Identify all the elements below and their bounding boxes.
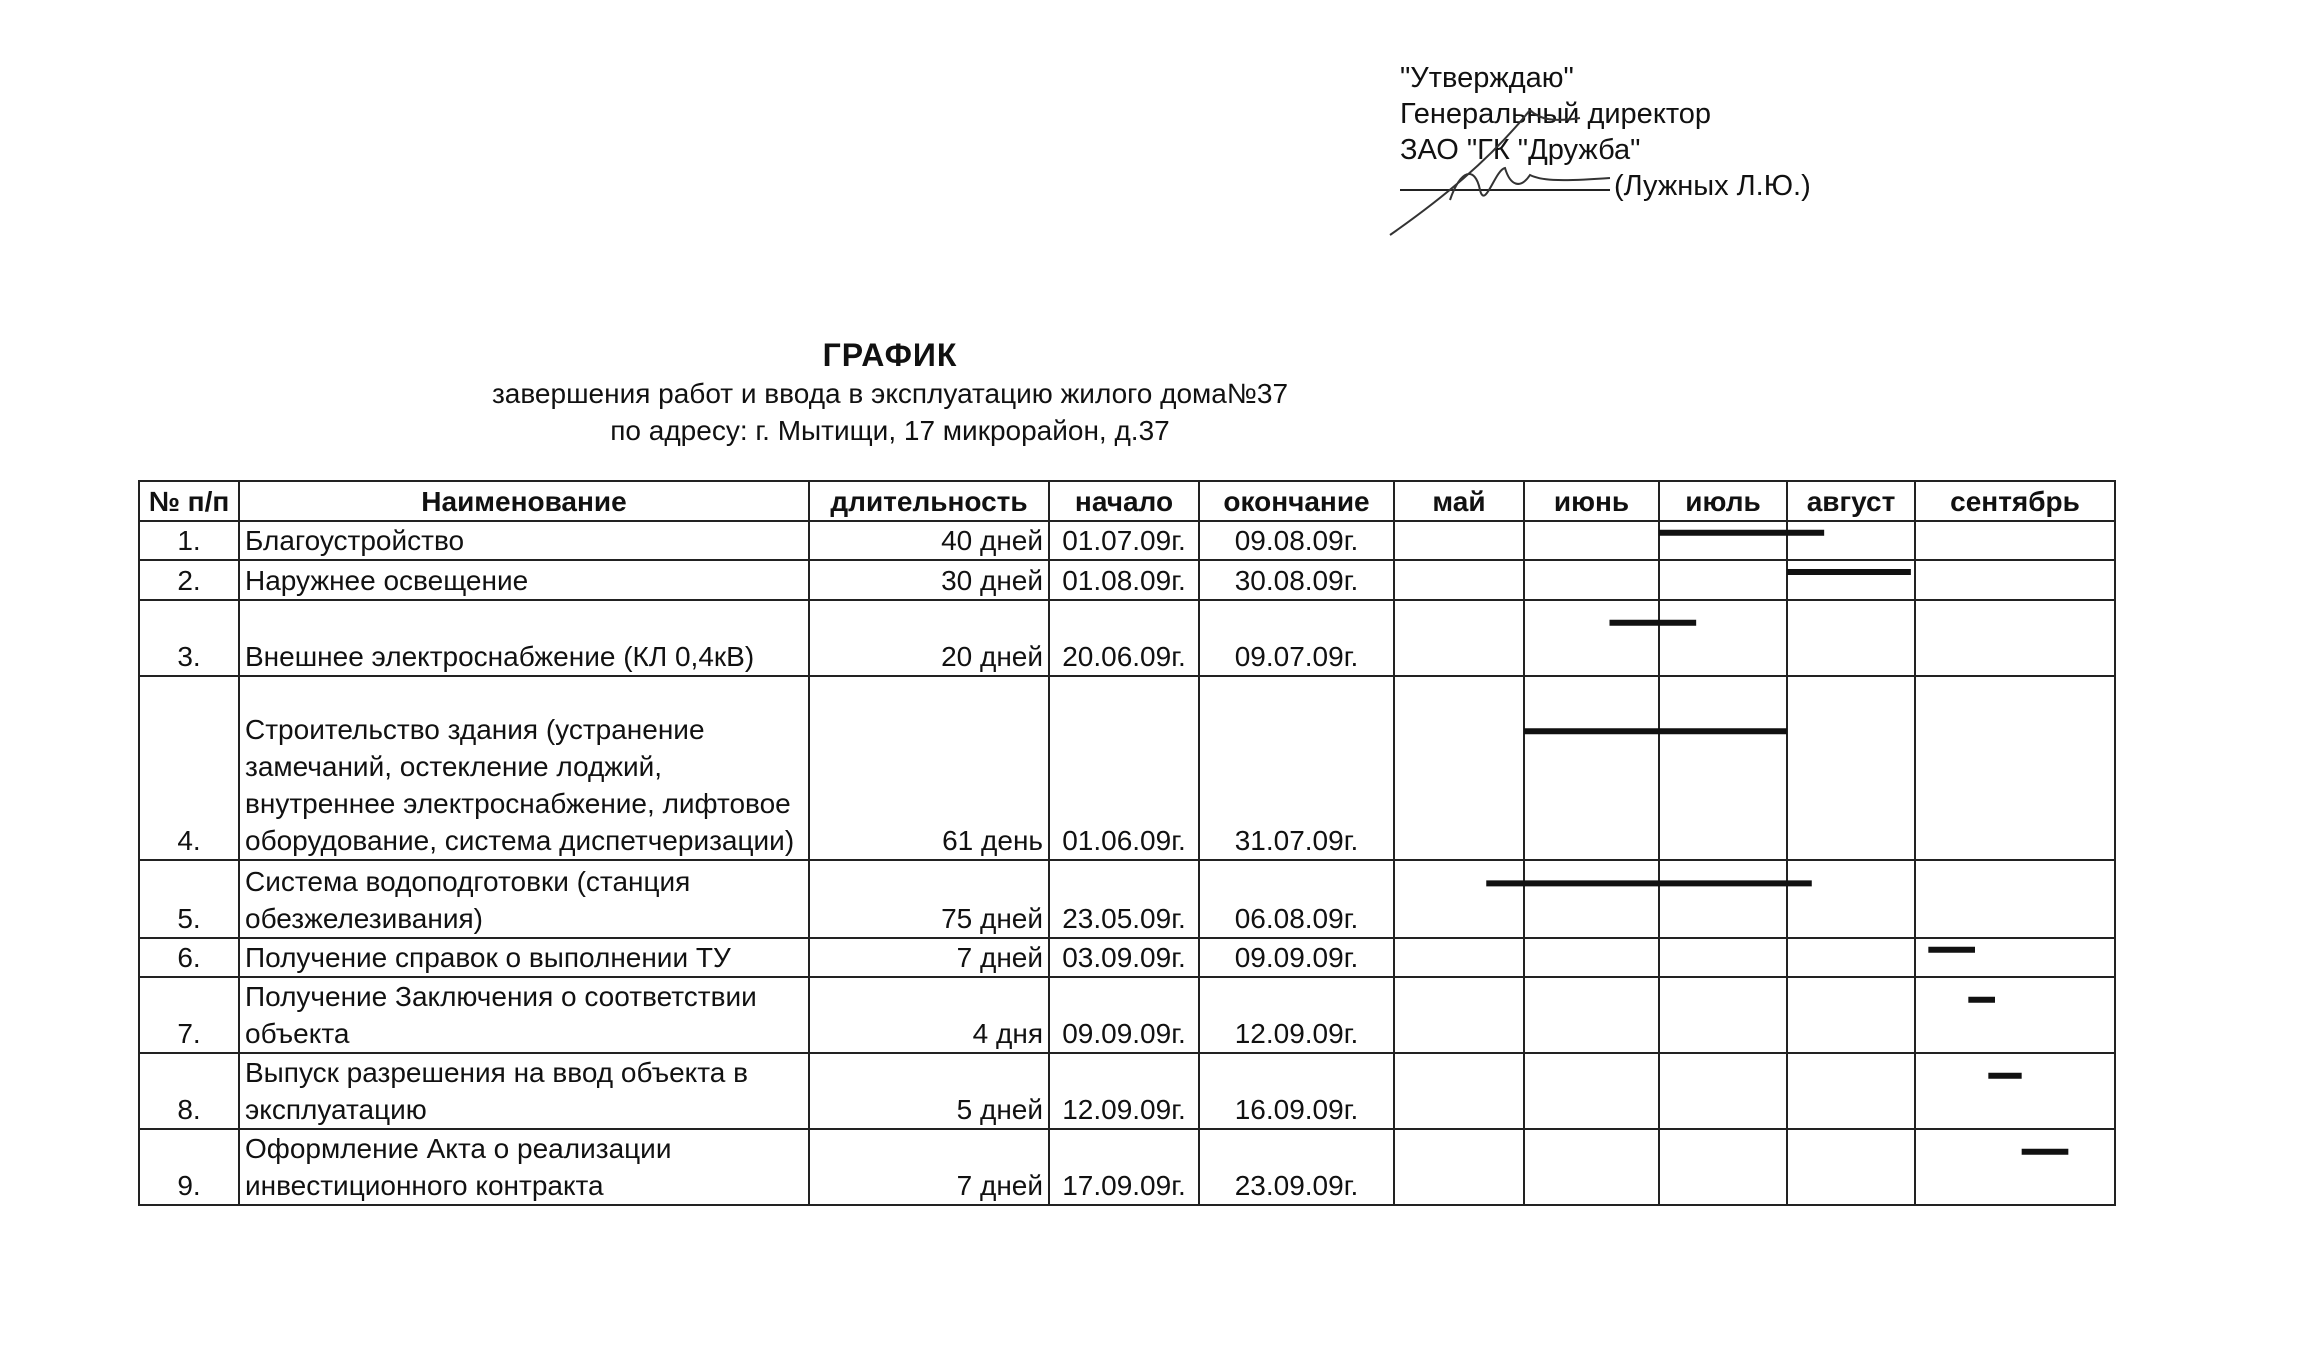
table-row <box>139 977 2115 1053</box>
month-cell <box>1659 860 1787 938</box>
header-start: начало <box>1049 481 1199 521</box>
row-duration: 40 дней <box>809 521 1049 560</box>
month-cell <box>1394 977 1524 1053</box>
month-cell <box>1394 938 1524 977</box>
row-end: 23.09.09г. <box>1199 1129 1394 1205</box>
document-subtitle: завершения работ и ввода в эксплуатацию жилого дома№37 <box>491 378 1289 409</box>
handwritten-signature <box>1380 50 1640 250</box>
row-end: 12.09.09г. <box>1199 977 1394 1053</box>
table-row <box>139 600 2115 676</box>
month-cell <box>1394 676 1524 860</box>
header-month-may: май <box>1394 481 1524 521</box>
row-num: 2. <box>139 560 239 600</box>
month-cell <box>1524 600 1659 676</box>
row-name: Получение Заключения о соответствии объекта <box>239 977 809 1053</box>
month-cell <box>1915 977 2115 1053</box>
month-cell <box>1524 676 1659 860</box>
row-duration: 5 дней <box>809 1053 1049 1129</box>
table-row <box>139 938 2115 977</box>
header-month-august: август <box>1787 481 1915 521</box>
row-num: 7. <box>139 977 239 1053</box>
table-row <box>139 676 2115 860</box>
row-num: 9. <box>139 1129 239 1205</box>
row-start: 12.09.09г. <box>1049 1053 1199 1129</box>
table-row <box>139 521 2115 560</box>
header-name: Наименование <box>239 481 809 521</box>
row-name: Система водоподготовки (станция обезжелезивания) <box>239 860 809 938</box>
row-end: 30.08.09г. <box>1199 560 1394 600</box>
row-duration: 30 дней <box>809 560 1049 600</box>
month-cell <box>1787 1053 1915 1129</box>
row-start: 20.06.09г. <box>1049 600 1199 676</box>
approval-heading: "Утверждаю" <box>1400 62 1574 94</box>
schedule-table <box>138 480 2116 1206</box>
row-end: 09.09.09г. <box>1199 938 1394 977</box>
document-title: ГРАФИК <box>822 337 958 373</box>
row-start: 01.07.09г. <box>1049 521 1199 560</box>
row-end: 31.07.09г. <box>1199 676 1394 860</box>
month-cell <box>1394 860 1524 938</box>
row-duration: 61 день <box>809 676 1049 860</box>
month-cell <box>1787 521 1915 560</box>
row-start: 17.09.09г. <box>1049 1129 1199 1205</box>
row-start: 23.05.09г. <box>1049 860 1199 938</box>
row-start: 09.09.09г. <box>1049 977 1199 1053</box>
header-month-september: сентябрь <box>1915 481 2115 521</box>
row-duration: 7 дней <box>809 938 1049 977</box>
row-num: 8. <box>139 1053 239 1129</box>
row-name: Выпуск разрешения на ввод объекта в эксплуатацию <box>239 1053 809 1129</box>
table-row <box>139 860 2115 938</box>
month-cell <box>1915 560 2115 600</box>
row-start: 03.09.09г. <box>1049 938 1199 977</box>
month-cell <box>1787 1129 1915 1205</box>
row-name: Получение справок о выполнении ТУ <box>239 938 809 977</box>
row-name: Внешнее электроснабжение (КЛ 0,4кВ) <box>239 600 809 676</box>
header-month-july: июль <box>1659 481 1787 521</box>
month-cell <box>1394 1053 1524 1129</box>
document-address: по адресу: г. Мытищи, 17 микрорайон, д.37 <box>610 415 1170 446</box>
header-duration: длительность <box>809 481 1049 521</box>
row-num: 3. <box>139 600 239 676</box>
approval-signer: (Лужных Л.Ю.) <box>1614 170 1811 202</box>
month-cell <box>1524 1129 1659 1205</box>
header-end: окончание <box>1199 481 1394 521</box>
month-cell <box>1524 521 1659 560</box>
month-cell <box>1787 676 1915 860</box>
row-start: 01.06.09г. <box>1049 676 1199 860</box>
month-cell <box>1787 600 1915 676</box>
table-row <box>139 1053 2115 1129</box>
month-cell <box>1915 938 2115 977</box>
month-cell <box>1659 676 1787 860</box>
month-cell <box>1787 860 1915 938</box>
table-row <box>139 560 2115 600</box>
row-end: 09.08.09г. <box>1199 521 1394 560</box>
row-num: 4. <box>139 676 239 860</box>
month-cell <box>1915 860 2115 938</box>
month-cell <box>1659 1053 1787 1129</box>
header-num: № п/п <box>139 481 239 521</box>
month-cell <box>1524 977 1659 1053</box>
month-cell <box>1524 860 1659 938</box>
month-cell <box>1915 1129 2115 1205</box>
month-cell <box>1787 938 1915 977</box>
row-duration: 4 дня <box>809 977 1049 1053</box>
month-cell <box>1524 1053 1659 1129</box>
row-num: 5. <box>139 860 239 938</box>
row-end: 09.07.09г. <box>1199 600 1394 676</box>
row-num: 1. <box>139 521 239 560</box>
month-cell <box>1394 1129 1524 1205</box>
row-end: 06.08.09г. <box>1199 860 1394 938</box>
month-cell <box>1915 600 2115 676</box>
row-duration: 7 дней <box>809 1129 1049 1205</box>
row-duration: 75 дней <box>809 860 1049 938</box>
row-num: 6. <box>139 938 239 977</box>
table-row <box>139 1129 2115 1205</box>
month-cell <box>1915 676 2115 860</box>
table-header-row <box>139 481 2115 521</box>
month-cell <box>1659 521 1787 560</box>
month-cell <box>1787 977 1915 1053</box>
row-name: Оформление Акта о реализации инвестиционного контракта <box>239 1129 809 1205</box>
header-month-june: июнь <box>1524 481 1659 521</box>
month-cell <box>1524 560 1659 600</box>
row-start: 01.08.09г. <box>1049 560 1199 600</box>
row-name: Строительство здания (устранение замечаний, остекление лоджий, внутреннее электроснабжение, лифтовое оборудование, система диспетчеризации) <box>239 676 809 860</box>
month-cell <box>1524 938 1659 977</box>
approval-company: ЗАО "ГК "Дружба" <box>1400 134 1641 166</box>
month-cell <box>1659 938 1787 977</box>
month-cell <box>1915 521 2115 560</box>
row-name: Благоустройство <box>239 521 809 560</box>
month-cell <box>1787 560 1915 600</box>
approval-position: Генеральный директор <box>1400 98 1712 130</box>
row-name: Наружнее освещение <box>239 560 809 600</box>
document-heading <box>0 335 1780 449</box>
month-cell <box>1394 521 1524 560</box>
month-cell <box>1915 1053 2115 1129</box>
month-cell <box>1659 560 1787 600</box>
row-duration: 20 дней <box>809 600 1049 676</box>
month-cell <box>1659 977 1787 1053</box>
month-cell <box>1394 600 1524 676</box>
row-end: 16.09.09г. <box>1199 1053 1394 1129</box>
month-cell <box>1659 1129 1787 1205</box>
month-cell <box>1659 600 1787 676</box>
month-cell <box>1394 560 1524 600</box>
